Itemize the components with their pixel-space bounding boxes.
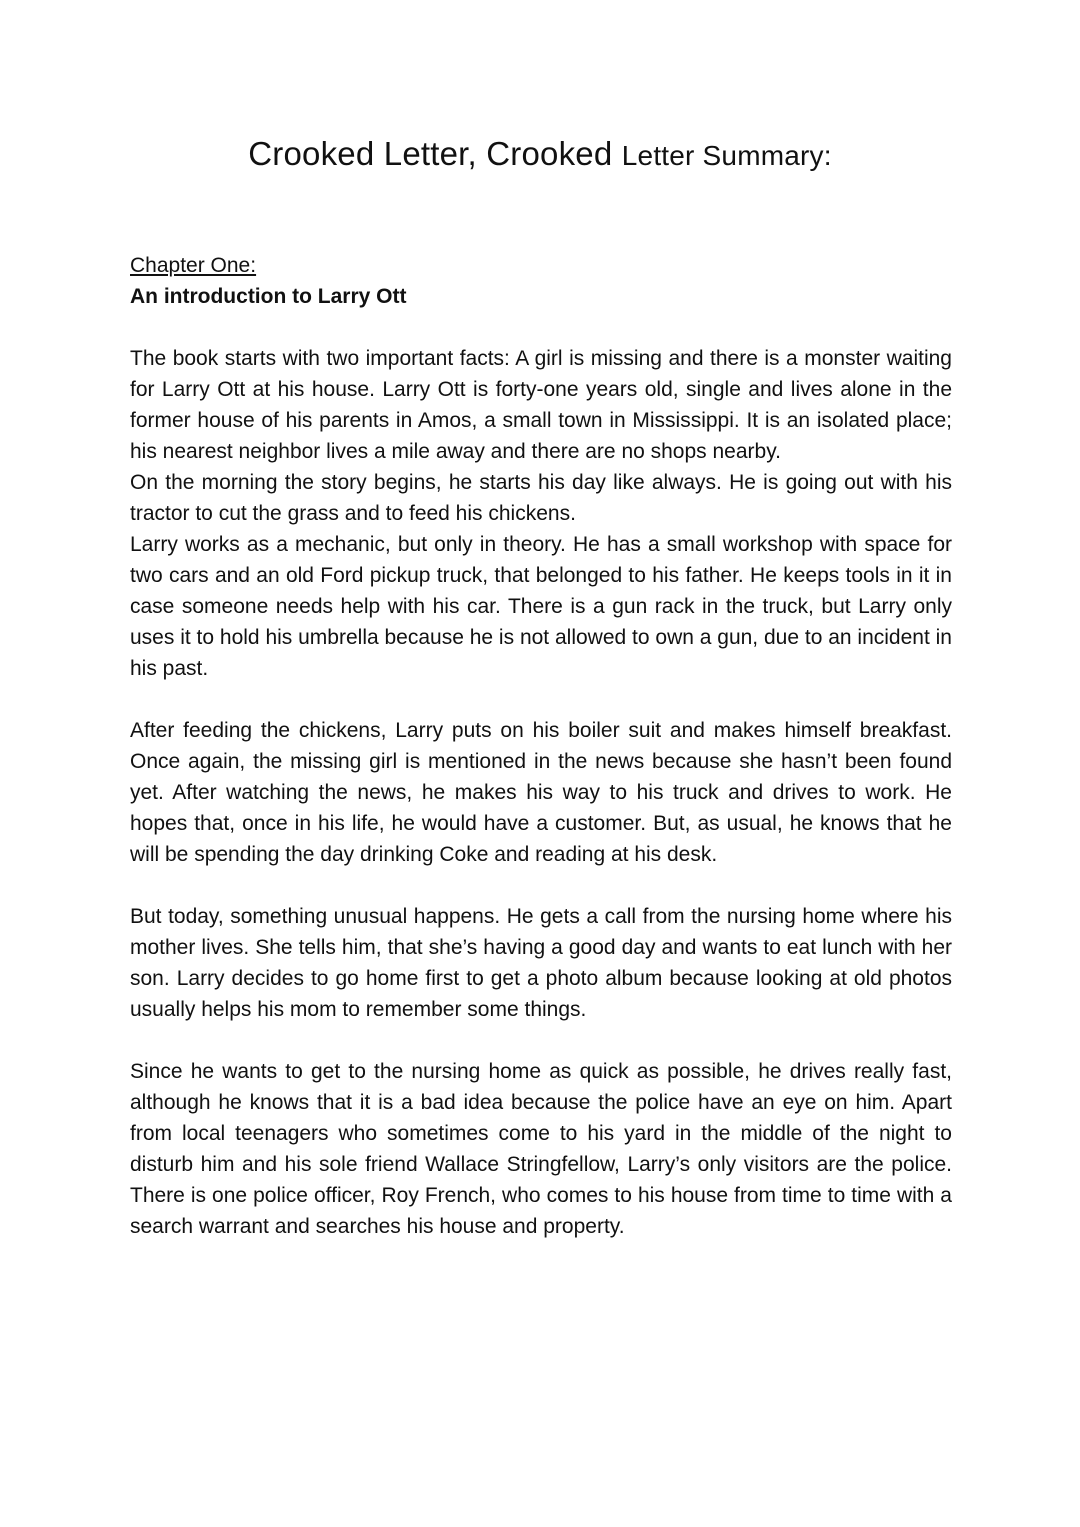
paragraph-2: On the morning the story begins, he starts his day like always. He is going out with his tractor to cut the grass and to feed his chickens. xyxy=(130,471,952,525)
chapter-subtitle: An introduction to Larry Ott xyxy=(130,285,407,308)
document-title xyxy=(0,130,1080,180)
paragraph-6: Since he wants to get to the nursing home as quick as possible, he drives really fast, although he knows that it is a bad idea because the police have an eye on him. Apart from local teenagers who sometimes come to his yard in the middle of the night to disturb him and his sole friend Wallace Stringfellow, Larry’s only visitors are the police. There is one police officer, Roy French, who comes to his house from time to time with a search warrant and searches his house and property. xyxy=(130,1060,952,1238)
document-body xyxy=(130,250,952,1242)
paragraph-5: But today, something unusual happens. He gets a call from the nursing home where his mother lives. She tells him, that she’s having a good day and wants to eat lunch with her son. Larry decides to go home first to get a photo album because looking at old photos usually helps his mom to remember some things. xyxy=(130,905,952,1021)
document-title-tail: Letter Summary: xyxy=(621,140,832,171)
chapter-heading: Chapter One: xyxy=(130,254,257,277)
paragraph-4: After feeding the chickens, Larry puts on his boiler suit and makes himself breakfast. Once again, the missing girl is mentioned in the news because she hasn’t been found yet. After watching the news, he makes his way to his truck and drives to work. He hopes that, once in his life, he would have a customer. But, as usual, he knows that he will be spending the day drinking Coke and reading at his desk. xyxy=(130,719,952,866)
paragraph-3: Larry works as a mechanic, but only in theory. He has a small workshop with space for two cars and an old Ford pickup truck, that belonged to his father. He keeps tools in it in case someone needs help with his car. There is a gun rack in the truck, but Larry only uses it to hold his umbrella because he is not allowed to own a gun, due to an incident in his past. xyxy=(130,533,952,680)
document-title-main: Crooked Letter, Crooked xyxy=(248,135,613,172)
paragraph-1: The book starts with two important facts: A girl is missing and there is a monster waiting for Larry Ott at his house. Larry Ott is forty-one years old, single and lives alone in the former house of his parents in Amos, a small town in Mississippi. It is an isolated place; his nearest neighbor lives a mile away and there are no shops nearby. xyxy=(130,347,952,463)
